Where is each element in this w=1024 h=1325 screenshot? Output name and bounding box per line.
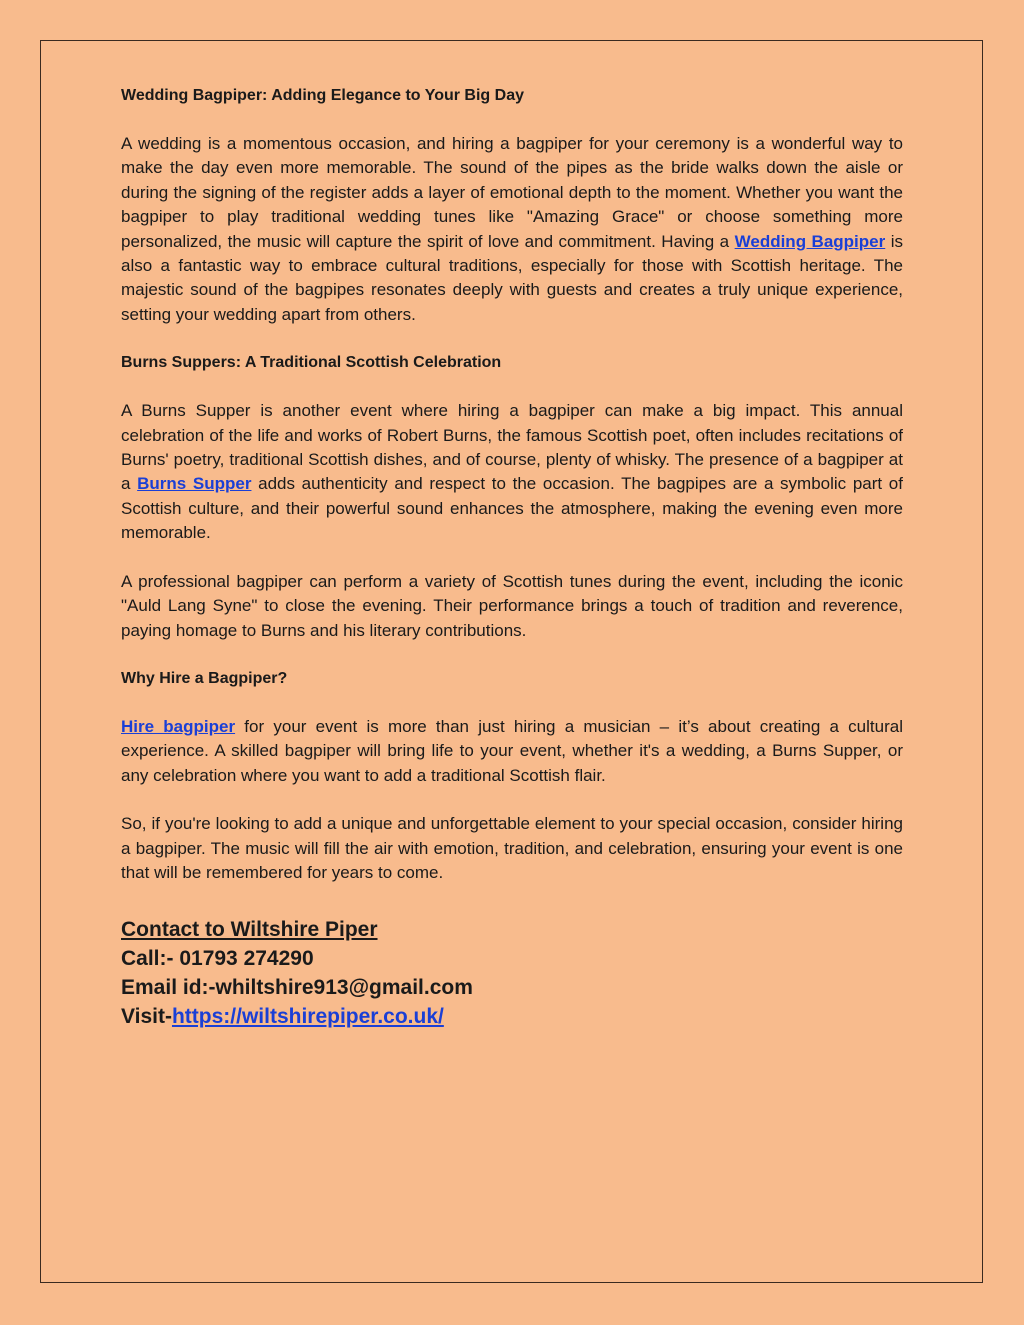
paragraph-burns-2: A professional bagpiper can perform a variety of Scottish tunes during the event, including the iconic "Auld Lang Syne" to close the evening. Their performance brings a touch of tradition and reverence, paying homage to Burns and his literary contributions. (121, 571, 903, 640)
paragraph-text: for your event is more than just hiring a musician – it’s about creating a cultural experience. A skilled bagpiper will bring life to your event, whether it's a wedding, a Burns Supper, or any celebration where you want to add a traditional Scottish flair. (121, 716, 903, 785)
paragraph-text: A wedding is a momentous occasion, and hiring a bagpiper for your ceremony is a wonderful way to make the day even more memorable. The sound of the pipes as the bride walks down the aisle or during the signing of the register adds a layer of emotional depth to the moment. Whether you want the bagpiper to play traditional wedding tunes like "Amazing Grace" or choose something more personalized, the music will capture the spirit of love and commitment. Having a (121, 134, 903, 251)
contact-block (121, 915, 903, 1031)
contact-title: Contact to Wiltshire Piper (121, 918, 378, 942)
contact-visit (121, 1002, 903, 1031)
document-body (121, 84, 903, 1031)
section-heading-why-hire: Why Hire a Bagpiper? (121, 669, 288, 687)
burns-supper-link[interactable]: Burns Supper (137, 474, 252, 494)
paragraph-burns-1 (121, 399, 903, 545)
paragraph-wedding (121, 132, 903, 327)
paragraph-why-hire-1 (121, 715, 903, 788)
contact-phone: Call:- 01793 274290 (121, 947, 314, 971)
paragraph-text: is also a fantastic way to embrace cultural traditions, especially for those with Scottish heritage. The majestic sound of the bagpipes resonates deeply with guests and creates a truly unique experience, setting your wedding apart from others. (121, 231, 904, 324)
website-link[interactable]: https://wiltshirepiper.co.uk/ (171, 1005, 444, 1029)
visit-label: Visit- (121, 1005, 172, 1029)
wedding-bagpiper-link[interactable]: Wedding Bagpiper (734, 231, 886, 251)
section-heading-wedding: Wedding Bagpiper: Adding Elegance to Your Big Day (121, 87, 524, 104)
hire-bagpiper-link[interactable]: Hire bagpiper (121, 716, 236, 736)
paragraph-why-hire-2: So, if you're looking to add a unique and unforgettable element to your special occasion, consider hiring a bagpiper. The music will fill the air with emotion, tradition, and celebration, ensuring your event is one that will be remembered for years to come. (121, 814, 903, 882)
paragraph-text: adds authenticity and respect to the occasion. The bagpipes are a symbolic part of Scottish culture, and their powerful sound enhances the atmosphere, making the evening even more memorable. (121, 474, 903, 543)
section-burns (121, 351, 903, 643)
section-heading-burns: Burns Suppers: A Traditional Scottish Celebration (121, 354, 502, 372)
section-wedding (121, 84, 903, 327)
section-why-hire (121, 667, 903, 885)
contact-email: Email id:-whiltshire913@gmail.com (121, 976, 473, 1000)
paragraph-text: A Burns Supper is another event where hiring a bagpiper can make a big impact. This annual celebration of the life and works of Robert Burns, the famous Scottish poet, often includes recitations of Burns' poetry, traditional Scottish dishes, and of course, plenty of whisky. The presence of a bagpiper at a (121, 401, 903, 494)
